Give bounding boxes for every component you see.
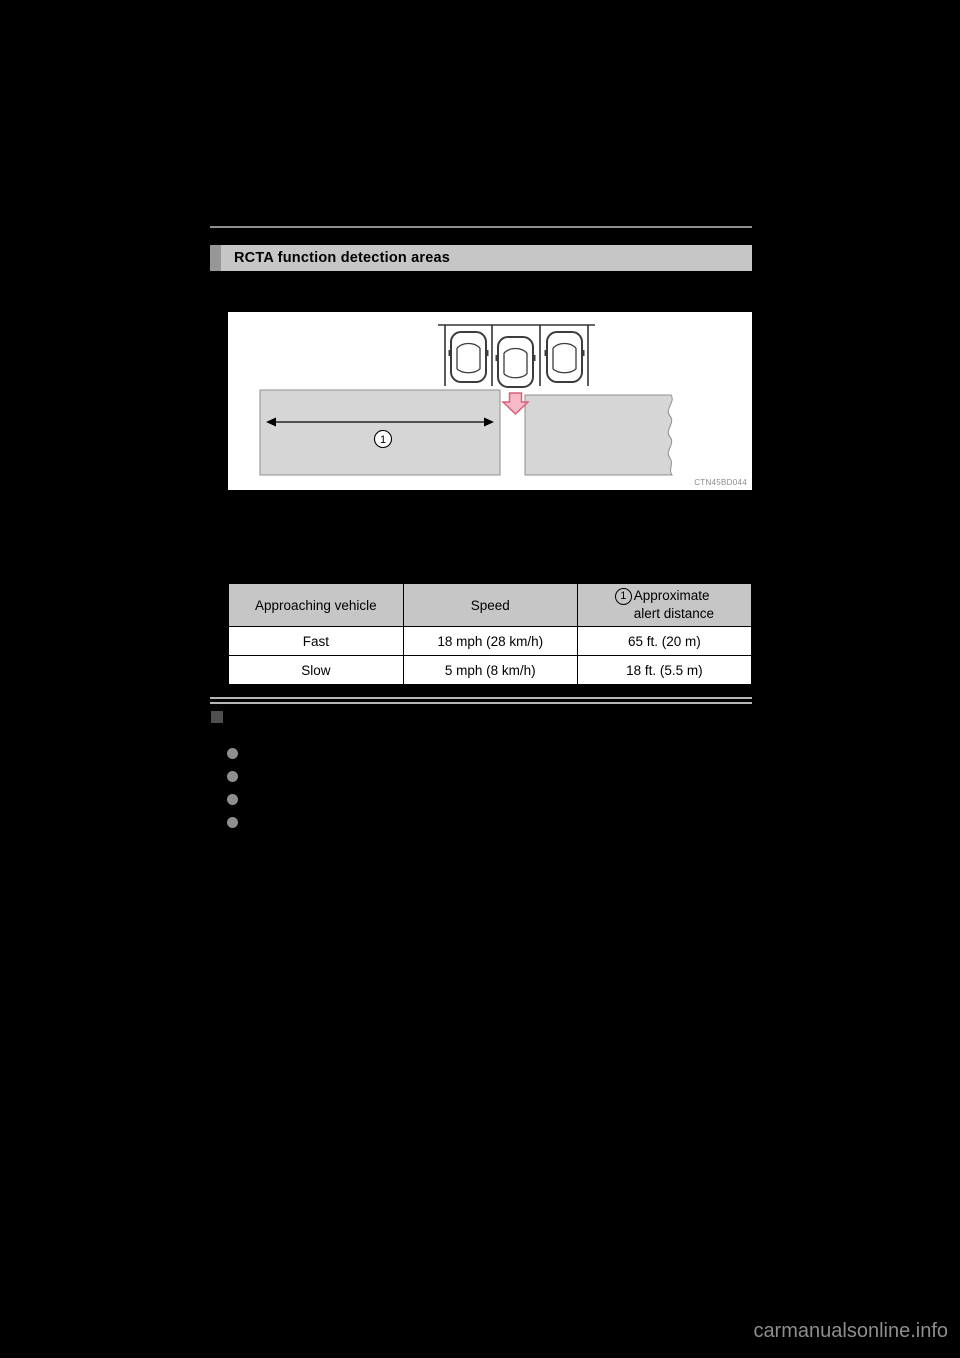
section-divider xyxy=(210,697,752,704)
detection-area-right xyxy=(525,395,672,475)
cell-distance: 65 ft. (20 m) xyxy=(577,627,751,656)
col-alert-distance-line1: Approximate xyxy=(633,588,710,604)
reverse-arrow-icon xyxy=(503,393,528,414)
figure-code: CTN45BD044 xyxy=(694,478,747,487)
bullet-icon xyxy=(227,748,238,759)
area-1-badge: 1 xyxy=(379,434,387,446)
watermark-text: carmanualsonline.info xyxy=(753,1320,948,1342)
col-speed: Speed xyxy=(403,584,577,627)
table-row xyxy=(229,627,752,656)
table-row xyxy=(229,656,752,685)
col-alert-distance-line2: alert distance xyxy=(633,606,715,621)
col-approaching-vehicle: Approaching vehicle xyxy=(229,584,404,627)
page-header-rule xyxy=(210,226,752,228)
bullet-list xyxy=(227,748,238,828)
section-heading xyxy=(210,245,752,271)
parked-car-icon xyxy=(449,332,489,382)
heading-accent-block xyxy=(210,245,221,271)
cell-speed: 18 mph (28 km/h) xyxy=(403,627,577,656)
rcta-diagram-graphic xyxy=(228,312,752,490)
table-header-row xyxy=(229,584,752,627)
rcta-detection-diagram xyxy=(228,312,752,490)
cell-vehicle: Fast xyxy=(229,627,404,656)
ego-car-icon xyxy=(496,337,536,387)
parked-car-icon xyxy=(545,332,585,382)
info-section-marker-icon xyxy=(211,711,223,723)
cell-speed: 5 mph (8 km/h) xyxy=(403,656,577,685)
cell-vehicle: Slow xyxy=(229,656,404,685)
bullet-icon xyxy=(227,794,238,805)
col-alert-distance xyxy=(577,584,751,627)
bullet-icon xyxy=(227,771,238,782)
section-title: RCTA function detection areas xyxy=(234,250,451,266)
circled-1-icon: 1 xyxy=(615,588,632,605)
cell-distance: 18 ft. (5.5 m) xyxy=(577,656,751,685)
bullet-icon xyxy=(227,817,238,828)
alert-distance-table xyxy=(228,583,752,685)
